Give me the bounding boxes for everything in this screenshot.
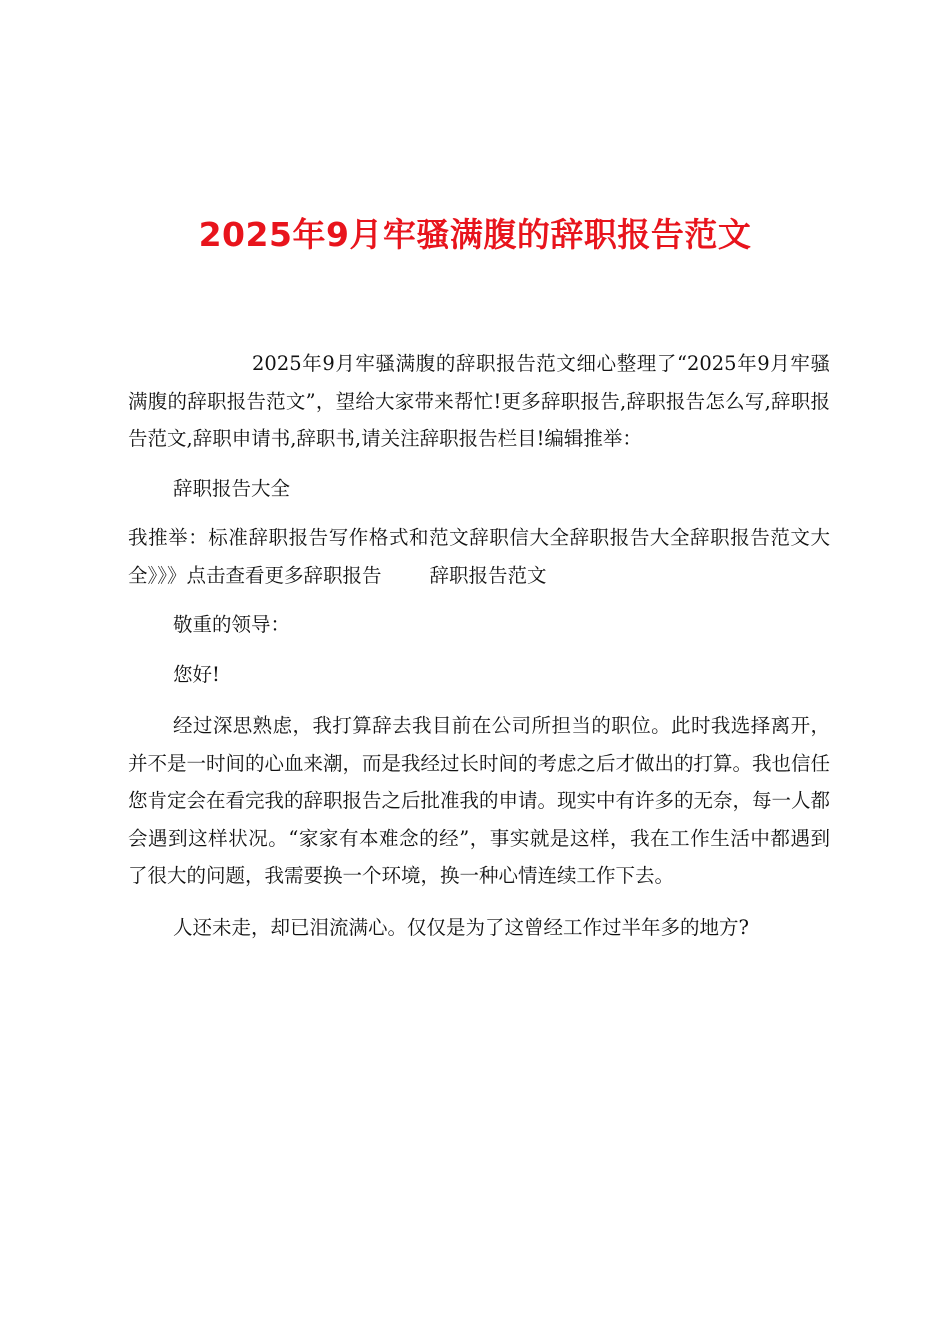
link-resignation-collection[interactable]: 辞职报告大全 xyxy=(173,476,291,500)
recommend-paragraph xyxy=(128,519,830,594)
document-title: 2025年9月牢骚满腹的辞职报告范文 xyxy=(198,215,752,254)
body-paragraph-1: 经过深思熟虑，我打算辞去我目前在公司所担当的职位。此时我选择离开，并不是一时间的心血来潮，而是我经过长时间的考虑之后才做出的打算。我也信任您肯定会在看完我的辞职报告之后批准我的申请。现实中有许多的无奈，每一人都会遇到这样状况。“家家有本难念的经”，事实就是这样，我在工作生活中都遇到了很大的问题，我需要换一个环境，换一种心情连续工作下去。 xyxy=(128,714,831,887)
document-body xyxy=(128,345,830,946)
greeting: 您好! xyxy=(173,662,220,686)
body-paragraph-2: 人还未走，却已泪流满心。仅仅是为了这曾经工作过半年多的地方? xyxy=(173,915,749,939)
salutation: 敬重的领导： xyxy=(173,613,291,636)
intro-paragraph: 2025年9月牢骚满腹的辞职报告范文细心整理了“2025年9月牢骚满腹的辞职报告范文”，望给大家带来帮忙!更多辞职报告,辞职报告怎么写,辞职报告范文,辞职申请书,辞职书,请关注辞职报告栏目!编辑推举： xyxy=(128,352,830,450)
link-resignation-samples[interactable]: 辞职报告范文 xyxy=(429,563,547,587)
recommend-text: 我推举：标准辞职报告写作格式和范文辞职信大全辞职报告大全辞职报告范文大全》》》点击查看更多辞职报告 xyxy=(128,526,830,587)
